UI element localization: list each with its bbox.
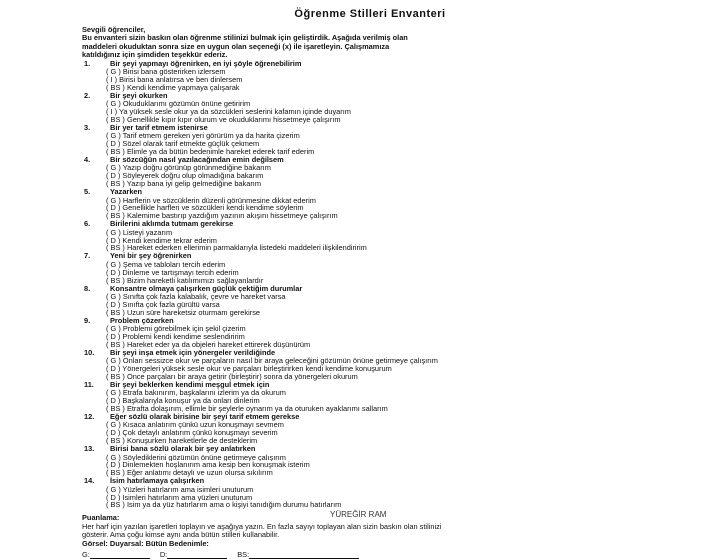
question-number: 7. — [84, 251, 91, 261]
answer-option[interactable]: ( D ) Problemi kendi kendime seslendiririm — [106, 332, 245, 341]
answer-option[interactable]: ( D ) Kendi kendime tekrar ederim — [106, 236, 217, 245]
question-text: Konsantre olmaya çalışırken güçlük çektiğim durumlar — [110, 283, 303, 293]
intro-line: Bu envanteri sizin baskın olan öğrenme stilinizi bulmak için geliştirdik. Aşağıda verilmiş olan — [82, 34, 408, 43]
question-text: Bir şeyi beklerken kendimi meşgul etmek için — [110, 379, 270, 389]
question-text: Bir yer tarif etmem istenirse — [110, 122, 208, 132]
question-row — [82, 381, 658, 389]
question-number: 8. — [84, 283, 91, 293]
blank-line — [167, 551, 227, 559]
question-row — [82, 317, 658, 325]
answer-option[interactable]: ( I ) Ya yüksek sesle okur ya da sözcükleri seslerini kafamın içinde duyarım — [106, 108, 351, 116]
score-blank-label: G: — [82, 550, 90, 559]
scoring-text: gösterir. Ama çoğu kimse aynı anda bütün stilleri kullanabilir. — [82, 531, 280, 540]
answer-option[interactable]: ( D ) Başkalarıyla konuşur ya da onları dinlerim — [106, 397, 260, 406]
question-text: Bir şeyi yapmayı öğrenirken, en iyi şöyle öğrenebilirim — [110, 58, 302, 68]
answer-option[interactable]: ( G ) Harflerin ve sözcüklerin düzenli görünmesine dikkat ederim — [106, 196, 316, 205]
answer-option[interactable]: ( D ) Yönergeleri yüksek sesle okur ve parçaları birleştirirken kendi kendime konuşurum — [106, 365, 392, 373]
answer-option[interactable]: ( BS ) Bizim hareketli katılımımızı sağlayanlardır — [106, 276, 264, 285]
question-number: 11. — [84, 379, 94, 389]
question-text: Yeni bir şey öğrenirken — [110, 251, 192, 261]
question-number: 12. — [84, 412, 95, 421]
question-number: 5. — [84, 187, 91, 197]
intro-line: katıldığınız için şimdiden teşekkür ederiz. — [82, 51, 228, 60]
answer-option[interactable]: ( G ) Şema ve tabloları tercih ederim — [106, 260, 226, 269]
question-list — [82, 60, 658, 510]
footer-label: YÜREĞİR RAM — [330, 510, 387, 519]
answer-option[interactable]: ( BS ) Genellikle kıpır kıpır olurum ve okuduklarımı hissetmeye çalışırım — [106, 115, 341, 124]
intro-line: maddeleri okuduktan sonra size en uygun olan seçeneği (x) ile işaretleyin. Çalışmamıza — [82, 42, 390, 51]
answer-option[interactable]: ( G ) Problemi görebilmek için şekil çizerim — [106, 325, 246, 333]
question-text: Bir şeyi okurken — [110, 90, 168, 100]
answer-option[interactable]: ( G ) Birisi bana gösterirken izlersem — [106, 68, 226, 76]
question-row — [82, 445, 658, 453]
answer-option[interactable]: ( G ) Tarif etmem gereken yeri görürüm ya da harita çizerim — [106, 132, 300, 141]
answer-option[interactable]: ( D ) Çok detaylı anlatırım çünkü konuşmayı severim — [106, 429, 278, 438]
answer-option[interactable]: ( BS ) Önce parçaları bir araya getirir (birleştirir) sonra da yönergeleri okurum — [106, 372, 358, 381]
question-row — [82, 285, 658, 293]
question-text: Bir sözcüğün nasıl yazılacağından emin değilsem — [110, 155, 284, 164]
question-row — [82, 156, 658, 164]
answer-option[interactable]: ( G ) Kısaca anlatırım çünkü uzun konuşmayı sevmem — [106, 421, 284, 430]
answer-option[interactable]: ( G ) Onları sessizce okur ve parçaların nasıl bir araya geleceğini gözümün önüne getirmeye çalışırım — [106, 357, 438, 366]
answer-option[interactable]: ( BS ) Kalemime bastırıp yazdığım yazının akışını hissetmeye çalışırım — [106, 212, 338, 221]
answer-option[interactable]: ( BS ) Yazıp bana iyi gelip gelmediğine bakarım — [106, 180, 262, 189]
answer-option[interactable]: ( D ) Sözel olarak tarif etmekte güçlük çekmem — [106, 140, 260, 149]
answer-option[interactable]: ( BS ) Hareket eder ya da objeleri hareket ettirerek düşünürüm — [106, 340, 311, 349]
question-row — [82, 349, 658, 357]
score-blank-label: D: — [159, 550, 168, 559]
answer-option[interactable]: ( BS ) Kendi kendime yapmaya çalışarak — [106, 83, 240, 92]
question-number: 1. — [84, 58, 91, 68]
answer-option[interactable]: ( G ) Etrafa bakınırım, başkalarını izlerim ya da okurum — [106, 389, 286, 398]
answer-option[interactable]: ( D ) Dinlemekten hoşlanırım ama kesip ben konuşmak isterim — [106, 461, 310, 470]
answer-option[interactable]: ( D ) İsimleri hatırlarım ama yüzleri unuturum — [106, 493, 253, 502]
question-row — [82, 92, 658, 100]
answer-option[interactable]: ( G ) Listeyi yazarım — [106, 228, 173, 237]
scoring-categories: Görsel: Duyarsal: Bütün Bedenimle: — [82, 539, 209, 548]
question-text: Birisi bana sözlü olarak bir şey anlatırken — [110, 444, 256, 454]
score-blanks — [82, 550, 658, 559]
question-text: Problem çözerken — [110, 315, 174, 325]
answer-option[interactable]: ( D ) Dinleme ve tartışmayı tercih ederim — [106, 268, 239, 277]
answer-option[interactable]: ( D ) Söyleyerek doğru olup olmadığına bakarım — [106, 172, 264, 181]
score-blank-g[interactable] — [82, 550, 150, 559]
question-text: Yazarken — [110, 187, 143, 197]
question-row — [82, 220, 658, 228]
question-row — [82, 413, 658, 421]
blank-line — [249, 551, 359, 559]
greeting: Sevgili öğrenciler, — [82, 26, 146, 34]
question-number: 14. — [84, 476, 95, 486]
answer-option[interactable]: ( G ) Yazıp doğru görünüp görünmediğine bakarım — [106, 164, 271, 173]
inventory-document — [82, 8, 658, 559]
question-number: 10. — [84, 347, 95, 357]
question-row — [82, 188, 658, 196]
question-row — [82, 60, 658, 68]
question-number: 3. — [84, 122, 91, 132]
question-text: Bir şeyi inşa etmek için yönergeler verildiğinde — [110, 347, 276, 357]
answer-option[interactable]: ( D ) Genellikle harfleri ve sözcükleri kendi kendime söylerim — [106, 204, 304, 213]
scoring-heading: Puanlama: — [82, 514, 120, 523]
answer-option[interactable]: ( BS ) Elimle ya da bütün bedenimle hareket ederek tarif ederim — [106, 148, 315, 156]
answer-option[interactable]: ( G ) Okuduklarımı gözümün önüne getiririm — [106, 100, 251, 109]
scoring-section — [82, 514, 658, 559]
answer-option[interactable]: ( BS ) Eğer anlatımı detaylı ve uzun olursa sıkılırım — [106, 469, 273, 478]
answer-option[interactable]: ( BS ) Uzun süre hareketsiz oturmam gerekirse — [106, 308, 261, 317]
question-number: 13. — [84, 444, 95, 454]
score-blank-d[interactable] — [160, 550, 227, 559]
question-number: 9. — [84, 315, 91, 325]
question-text: İsim hatırlamaya çalışırken — [110, 476, 205, 486]
scoring-text: Her harf için yazılan işaretleri toplayın ve aşağıya yazın. En fazla sayıyı toplayan alan sizin baskın olan stilinizi — [82, 522, 442, 531]
answer-option[interactable]: ( G ) Sınıfta çok fazla kalabalık, çevre ve hareket varsa — [106, 292, 286, 301]
answer-option[interactable]: ( BS ) Hareket ederken ellerimin parmaklarıyla listedeki maddeleri ilişkilendiririm — [106, 244, 367, 253]
question-row — [82, 124, 658, 132]
question-row — [82, 252, 658, 260]
score-blank-bs[interactable] — [237, 550, 359, 559]
question-text: Birilerini aklımda tutmam gerekirse — [110, 219, 234, 229]
question-number: 2. — [84, 90, 91, 100]
question-number: 4. — [84, 155, 91, 164]
score-blank-label: BS: — [237, 550, 250, 559]
answer-option[interactable]: ( G ) Yüzleri hatırlarım ama isimleri unuturum — [106, 485, 254, 494]
answer-option[interactable]: ( BS ) Konuşurken hareketlerle de desteklerim — [106, 437, 258, 446]
answer-option[interactable]: ( G ) Söylediklerini gözümün önüne getirmeye çalışırım — [106, 453, 286, 462]
question-text: Eğer sözlü olarak birisine bir şeyi tarif etmem gerekse — [110, 412, 300, 421]
question-number: 6. — [84, 219, 91, 229]
answer-option[interactable]: ( D ) Sınıfta çok fazla gürültü varsa — [106, 300, 220, 309]
blank-line — [90, 551, 150, 559]
question-row — [82, 477, 658, 485]
answer-option[interactable]: ( BS ) İsim ya da yüz hatırlarım ama o kişiyi tanıdığım durumu hatırlarım — [106, 501, 342, 510]
answer-option[interactable]: ( BS ) Etrafta dolaşırım, ellimle bir şeylerle oynarım ya da oturuken ayaklarımı sallarım — [106, 405, 388, 413]
document-title: Öğrenme Stilleri Envanteri — [294, 8, 446, 20]
answer-option[interactable]: ( I ) Birisi bana anlatırsa ve ben dinlersem — [106, 75, 243, 84]
